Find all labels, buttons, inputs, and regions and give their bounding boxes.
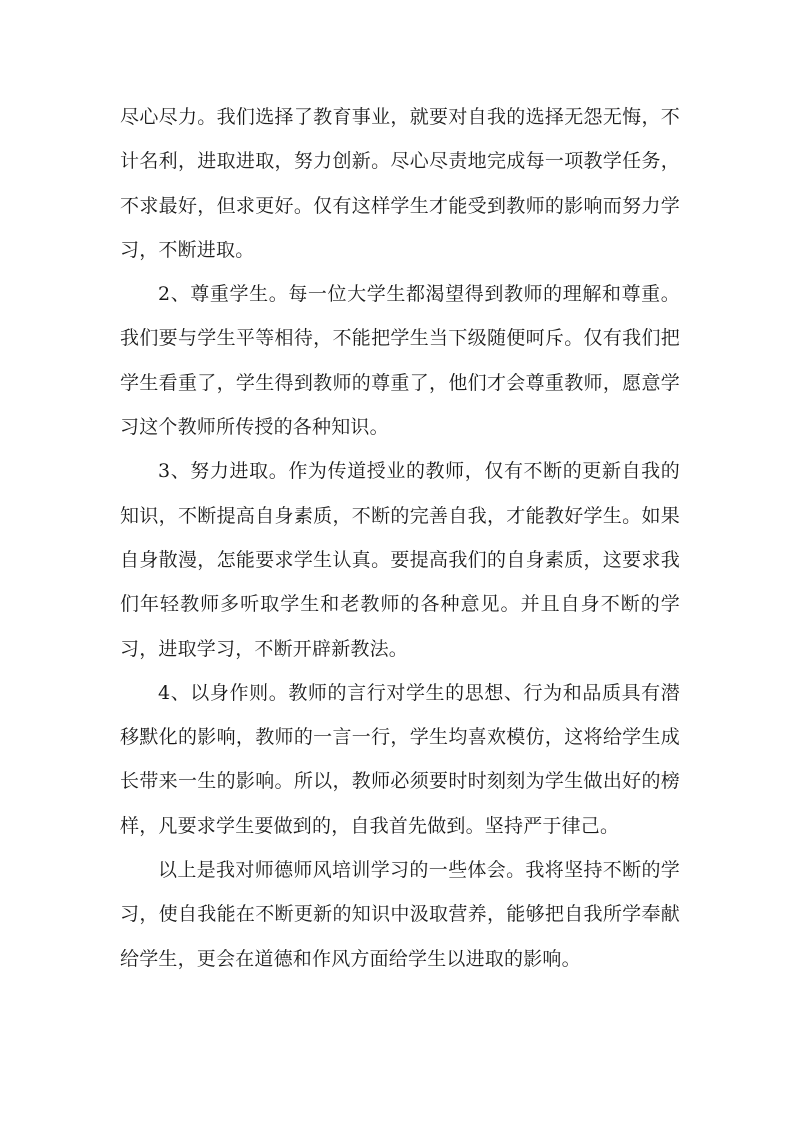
document-body: [120, 95, 680, 981]
paragraph-4: 4、以身作则。教师的言行对学生的思想、行为和品质具有潜移默化的影响，教师的一言一行，学生均喜欢模仿，这将给学生成长带来一生的影响。所以，教师必须要时时刻刻为学生做出好的榜样，凡要求学生要做到的，自我首先做到。坚持严于律己。: [120, 681, 680, 837]
paragraph-1: 尽心尽力。我们选择了教育事业，就要对自我的选择无怨无悔，不计名利，进取进取，努力创新。尽心尽责地完成每一项教学任务，不求最好，但求更好。仅有这样学生才能受到教师的影响而努力学习，不断进取。: [120, 106, 680, 261]
paragraph-5: 以上是我对师德师风培训学习的一些体会。我将坚持不断的学习，使自我能在不断更新的知识中汲取营养，能够把自我所学奉献给学生，更会在道德和作风方面给学生以进取的影响。: [120, 859, 680, 970]
paragraph-3: 3、努力进取。作为传道授业的教师，仅有不断的更新自我的知识，不断提高自身素质，不断的完善自我，才能教好学生。如果自身散漫，怎能要求学生认真。要提高我们的自身素质，这要求我们年轻教师多听取学生和老教师的各种意见。并且自身不断的学习，进取学习，不断开辟新教法。: [120, 460, 680, 660]
paragraph-2: 2、尊重学生。每一位大学生都渴望得到教师的理解和尊重。我们要与学生平等相待，不能把学生当下级随便呵斥。仅有我们把学生看重了，学生得到教师的尊重了，他们才会尊重教师，愿意学习这个教师所传授的各种知识。: [120, 283, 680, 439]
